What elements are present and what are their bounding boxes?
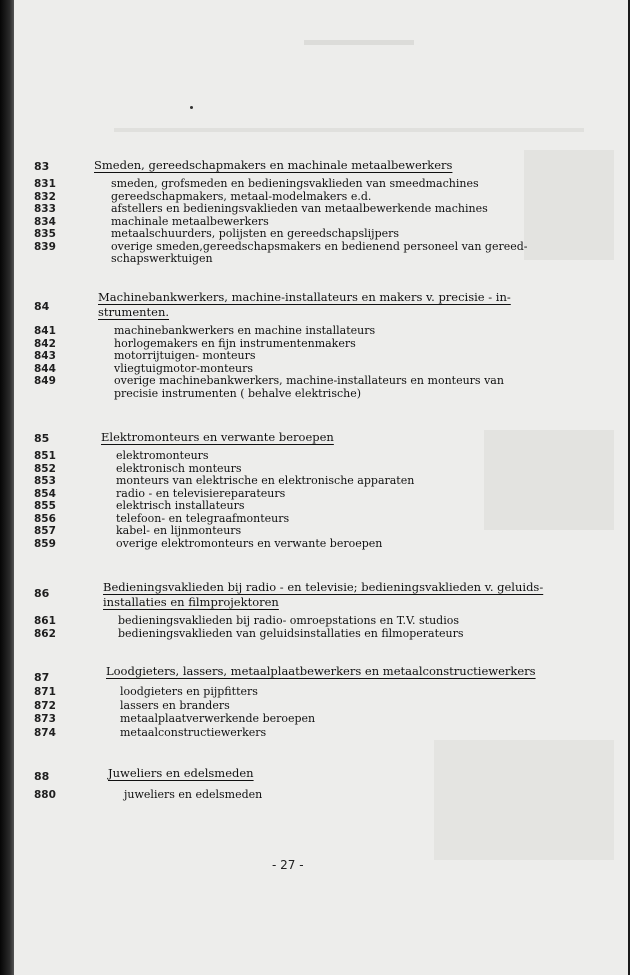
list-item [14,241,628,254]
list-item [14,228,628,241]
item-code: 832 [34,190,56,203]
item-text: afstellers en bedieningsvaklieden van metaalbewerkende machines [111,202,488,215]
list-item [14,525,628,538]
section-title-text-line2: installaties en filmprojektoren [103,595,279,609]
item-text: smeden, grofsmeden en bedieningsvaklieden van smeedmachines [111,177,479,190]
list-item [14,325,628,338]
item-code: 831 [34,178,56,190]
item-code: 862 [34,627,56,640]
item-text: metaalconstructiewerkers [120,725,267,739]
item-code: 844 [34,362,56,375]
item-text-continuation: schapswerktuigen [111,252,213,265]
list-item [14,178,628,191]
item-text: overige machinebankwerkers, machine-installateurs en monteurs van [114,374,504,387]
item-code: 834 [34,215,56,228]
item-text: gereedschapmakers, metaal-modelmakers e.d. [111,189,372,203]
item-code: 873 [34,713,56,725]
item-text: kabel- en lijnmonteurs [116,524,242,537]
item-code: 833 [34,203,56,215]
section-title-text: Loodgieters, lassers, metaalplaatbewerkers en metaalconstructiewerkers [106,664,536,678]
item-text: radio - en televisiereparateurs [116,486,286,500]
item-code: 859 [34,537,56,550]
list-item [14,700,628,714]
item-text: metaalplaatverwerkende beroepen [120,712,316,725]
item-text: machinebankwerkers en machine installateurs [114,324,376,337]
item-list [14,325,628,400]
item-text: telefoon- en telegraafmonteurs [116,511,290,525]
list-item [14,500,628,513]
section-title [94,158,452,173]
page-number: - 27 - [272,858,304,872]
item-text: bedieningsvaklieden bij radio- omroepstations en T.V. studios [118,614,459,627]
section-title-text: Juweliers en edelsmeden [108,766,254,780]
item-text: bedieningsvaklieden van geluidsinstallaties en filmoperateurs [118,626,464,640]
document-page [14,0,628,975]
item-code: 835 [34,228,56,240]
section-title [103,580,543,610]
section-title [106,664,536,679]
section-title [108,766,254,781]
item-code: 880 [34,789,56,801]
section-title-text: Smeden, gereedschapmakers en machinale metaalbewerkers [94,158,453,172]
list-item [14,488,628,501]
item-list [14,686,628,740]
item-text: elektronisch monteurs [116,461,242,475]
item-code: 852 [34,462,56,475]
section-title [101,430,334,445]
item-text: metaalschuurders, polijsten en gereedschapslijpers [111,227,400,240]
list-item [14,475,628,488]
section-title-text: Bedieningsvaklieden bij radio - en televisie; bedieningsvaklieden v. geluids- [103,580,544,594]
item-code: 839 [34,240,56,253]
item-list [14,450,628,550]
item-code: 871 [34,686,56,698]
item-code: 851 [34,450,56,462]
list-item [14,450,628,463]
item-code: 849 [34,375,56,387]
item-text: elektromonteurs [116,449,209,462]
item-list [14,615,628,640]
item-text: horlogemakers en fijn instrumentenmakers [114,336,356,350]
item-text: overige smeden,gereedschapsmakers en bedienend personeel van gereed- [111,239,528,253]
list-item [14,713,628,727]
list-item [14,727,628,741]
binder-edge [0,0,14,975]
item-text: juweliers en edelsmeden [124,788,263,801]
speck-mark [190,106,193,109]
section-title-text-line2: strumenten. [98,305,170,319]
section-title-text: Elektromonteurs en verwante beroepen [101,430,334,444]
list-item [14,686,628,700]
section-title [98,290,511,320]
section-code: 86 [34,587,50,600]
list-item-continuation [14,253,628,266]
list-item [14,338,628,351]
list-item-continuation [14,388,628,401]
list-item [14,628,628,641]
bleed-through-mark [114,128,584,132]
list-item [14,375,628,388]
item-text: machinale metaalbewerkers [111,214,269,228]
item-text: lassers en branders [120,698,230,712]
section-code: 83 [34,160,50,173]
item-code: 861 [34,615,56,627]
section-title-text: Machinebankwerkers, machine-installateurs en makers v. precisie - in- [98,290,511,304]
section-code: 84 [34,300,50,313]
item-text: elektrisch installateurs [116,499,245,512]
section-code: 85 [34,432,50,445]
item-code: 854 [34,487,56,500]
list-item [14,538,628,551]
item-code: 853 [34,475,56,487]
list-item [14,615,628,628]
item-code: 872 [34,699,56,712]
item-list [14,178,628,266]
section-code: 87 [34,671,50,684]
item-text: monteurs van elektrische en elektronische apparaten [116,474,415,487]
item-code: 857 [34,525,56,537]
list-item [14,203,628,216]
item-code: 874 [34,726,56,739]
item-code: 842 [34,337,56,350]
item-text: motorrijtuigen- monteurs [114,349,256,362]
item-text-continuation: precisie instrumenten ( behalve elektrische) [114,386,362,400]
list-item [14,350,628,363]
item-text: vliegtuigmotor-monteurs [114,361,253,375]
item-code: 841 [34,325,56,337]
item-code: 855 [34,500,56,512]
list-item [14,513,628,526]
item-code: 843 [34,350,56,362]
bleed-through-mark [304,40,414,45]
list-item [14,789,628,802]
section-code: 88 [34,770,50,783]
item-text: overige elektromonteurs en verwante beroepen [116,536,383,550]
item-code: 856 [34,512,56,525]
item-text: loodgieters en pijpfitters [120,685,258,698]
item-list [14,789,628,802]
